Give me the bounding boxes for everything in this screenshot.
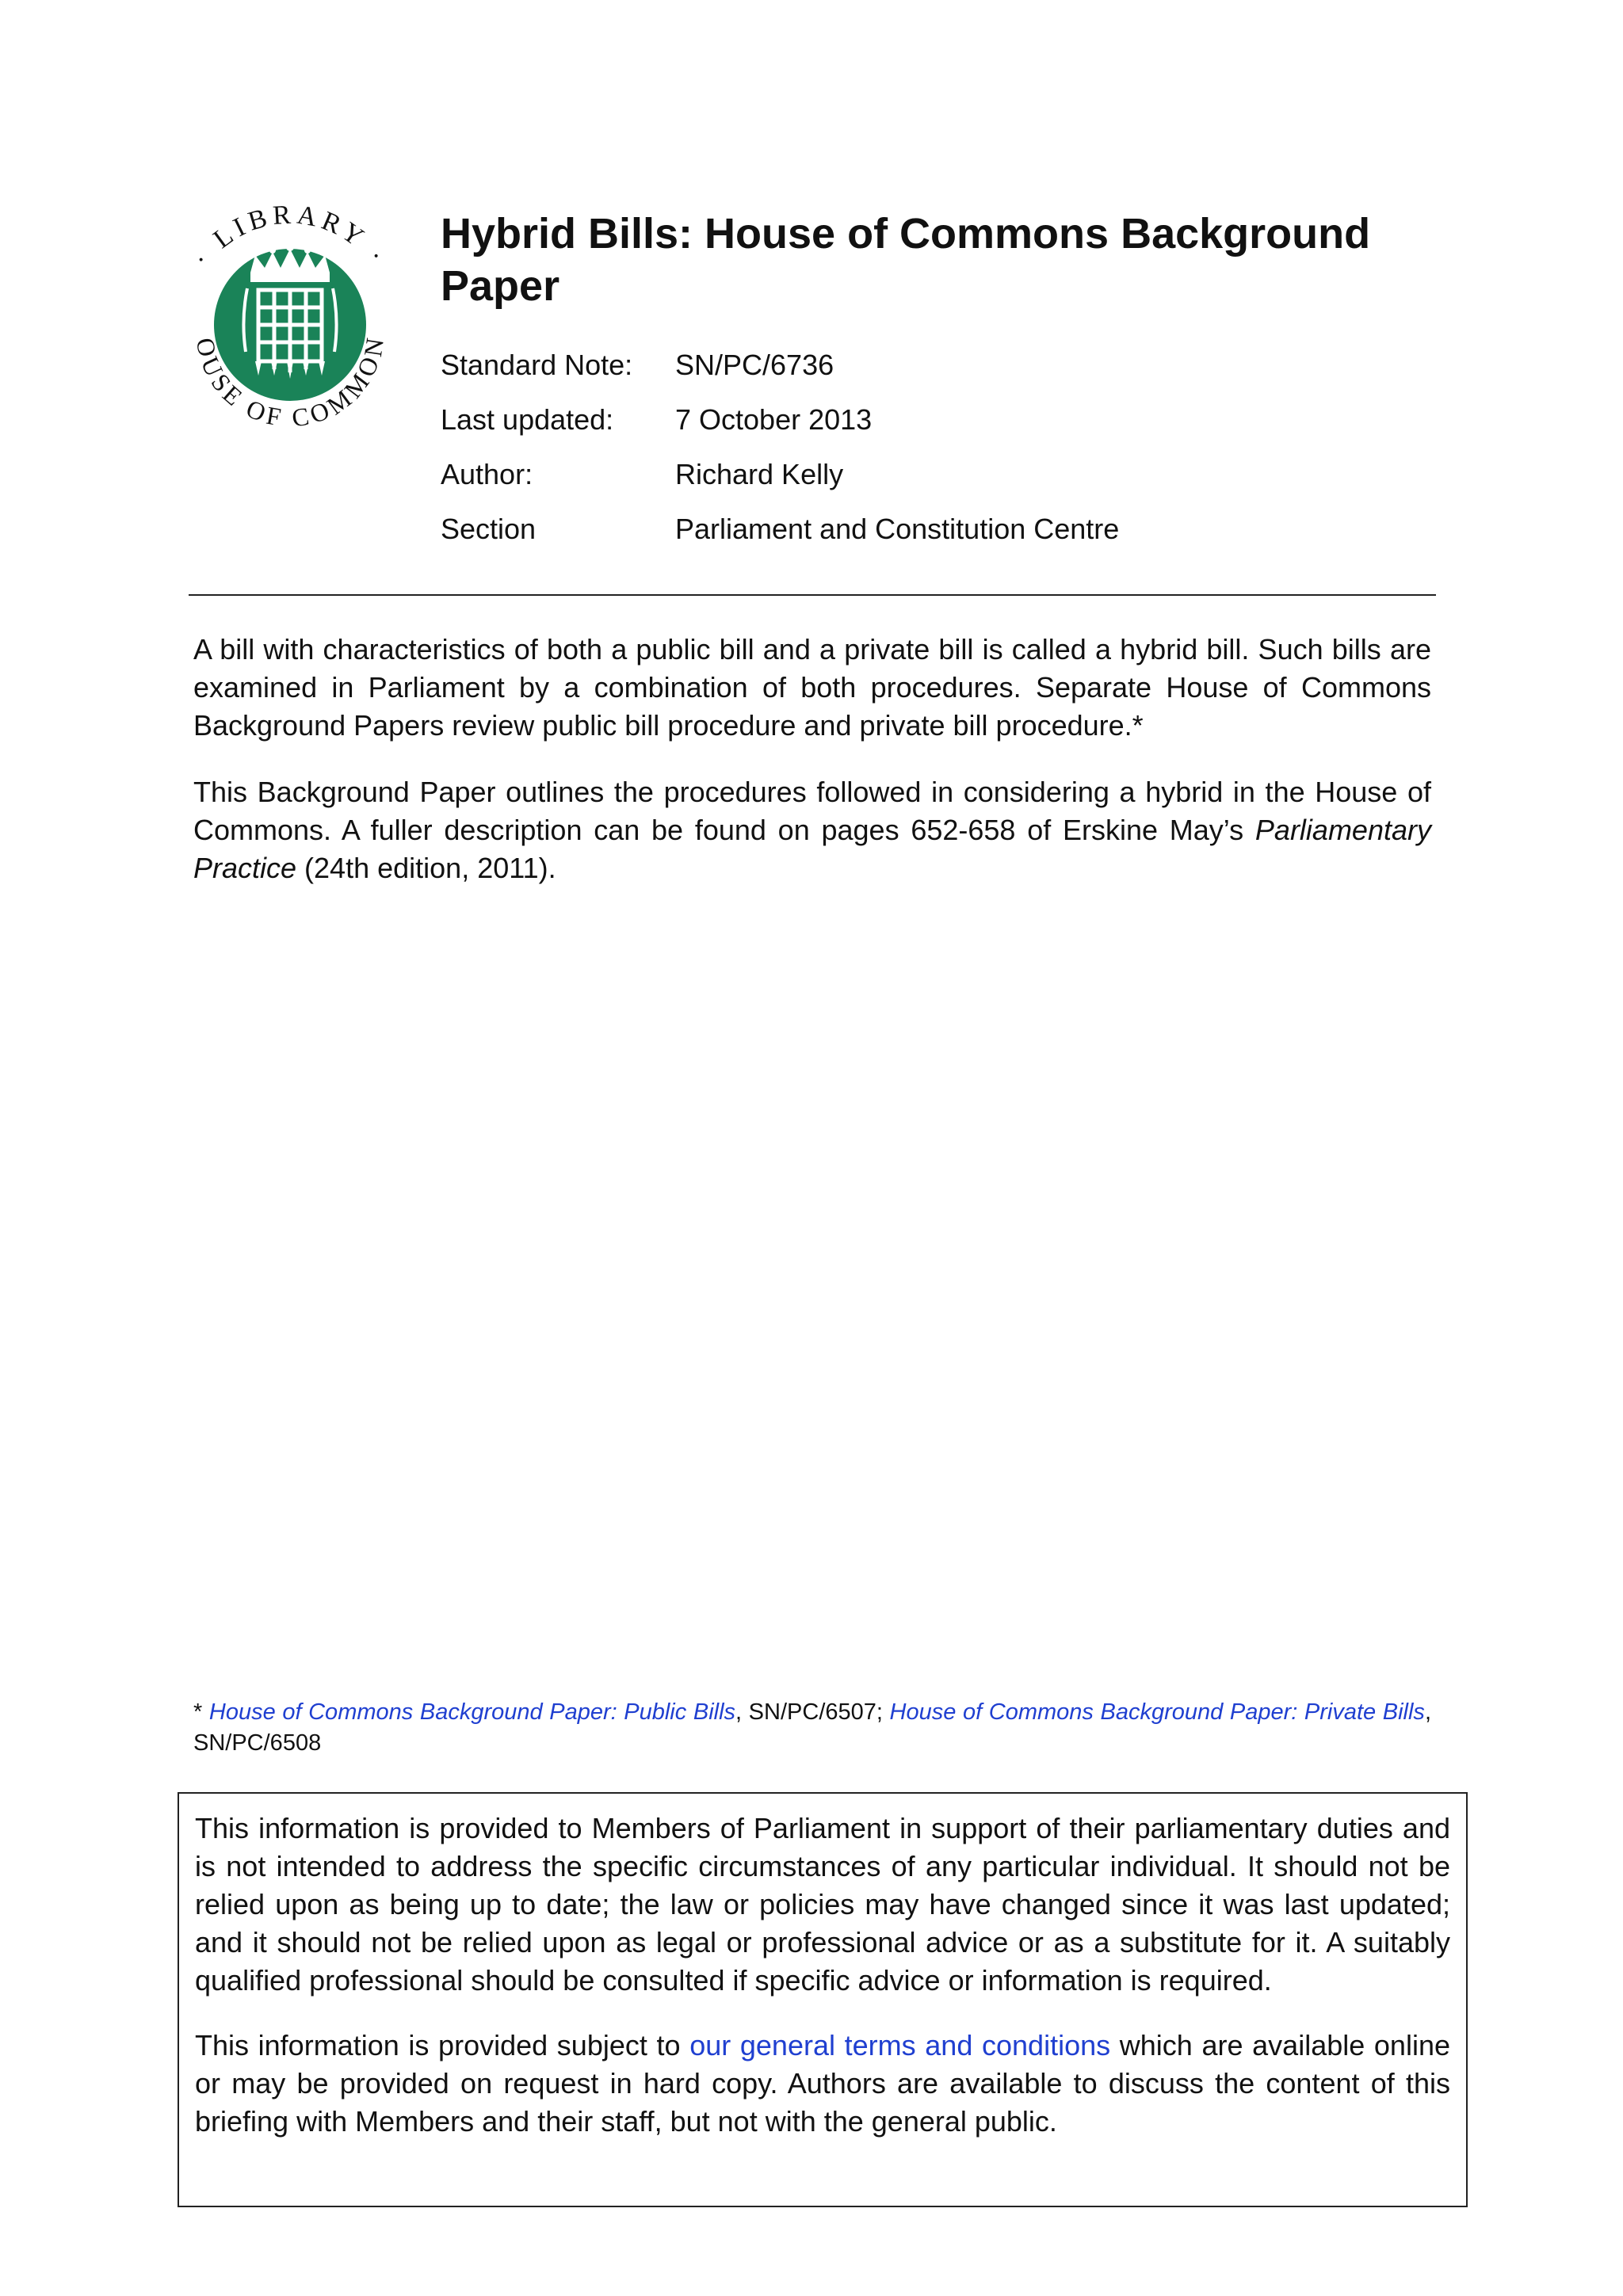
page-title: Hybrid Bills: House of Commons Background Paper <box>441 210 1371 310</box>
document-metadata <box>441 338 1119 556</box>
svg-text:· LIBRARY ·: · LIBRARY · <box>187 200 393 273</box>
meta-row-last-updated <box>441 392 1119 447</box>
publication-title: Parliamentary Practice <box>193 814 1431 884</box>
meta-label: Last updated: <box>441 403 614 436</box>
terms-and-conditions-link[interactable]: our general terms and conditions <box>689 2029 1111 2061</box>
footnote-reference: , SN/PC/6507; <box>735 1699 890 1725</box>
meta-row-section <box>441 502 1119 556</box>
house-of-commons-library-logo <box>165 200 415 450</box>
meta-row-author <box>441 447 1119 502</box>
paragraph-text: This Background Paper outlines the procedures followed in considering a hybrid in the House of Commons. A fuller description can be found on pages 652-658 of Erskine May’s <box>193 776 1431 846</box>
summary-text <box>193 631 1431 916</box>
disclaimer-box <box>178 1792 1468 2207</box>
meta-value: Richard Kelly <box>675 458 844 490</box>
summary-paragraph-1: A bill with characteristics of both a public bill and a private bill is called a hybrid bill. Such bills are examined in Parliament by a combination of both procedures. Separate House of Commons Background Papers review public bill procedure and private bill procedure.* <box>193 633 1431 742</box>
meta-value: 7 October 2013 <box>675 403 873 436</box>
paragraph-text: This information is provided subject to <box>195 2029 690 2061</box>
footnote-reference: , SN/PC/6508 <box>193 1699 1431 1756</box>
meta-label: Section <box>441 513 537 545</box>
meta-value: SN/PC/6736 <box>675 349 834 381</box>
footnote-link-private-bills[interactable]: House of Commons Background Paper: Private Bills <box>889 1699 1425 1725</box>
summary-paragraph-2 <box>193 773 1431 887</box>
paragraph-text: (24th edition, 2011). <box>296 852 556 884</box>
disclaimer-paragraph-1: This information is provided to Members of Parliament in support of their parliamentary duties and is not intended to address the specific circumstances of any particular individual. It should not be relied upon as being up to date; the law or policies may have changed since it was last updated; and it should not be relied upon as legal or professional advice or as a substitute for it. A suitably qualified professional should be consulted if specific advice or information is required. <box>195 1812 1450 1997</box>
meta-row-standard-note <box>441 338 1119 392</box>
footnote-link-public-bills[interactable]: House of Commons Background Paper: Public Bills <box>208 1699 736 1725</box>
paragraph-text: which are available online or may be provided on request in hard copy. Authors are available to discuss the content of this briefing with Members and their staff, but not with the general public. <box>195 2029 1450 2138</box>
meta-label: Standard Note: <box>441 349 633 381</box>
portcullis-icon <box>165 200 415 450</box>
svg-text:HOUSE OF COMMONS: OUSE OF COMMON <box>190 332 390 433</box>
footnote <box>193 1697 1431 1759</box>
header-divider <box>189 594 1436 596</box>
meta-value: Parliament and Constitution Centre <box>675 513 1120 545</box>
meta-label: Author: <box>441 458 533 490</box>
disclaimer-paragraph-2 <box>195 2027 1450 2141</box>
footnote-marker: * <box>193 1699 203 1725</box>
